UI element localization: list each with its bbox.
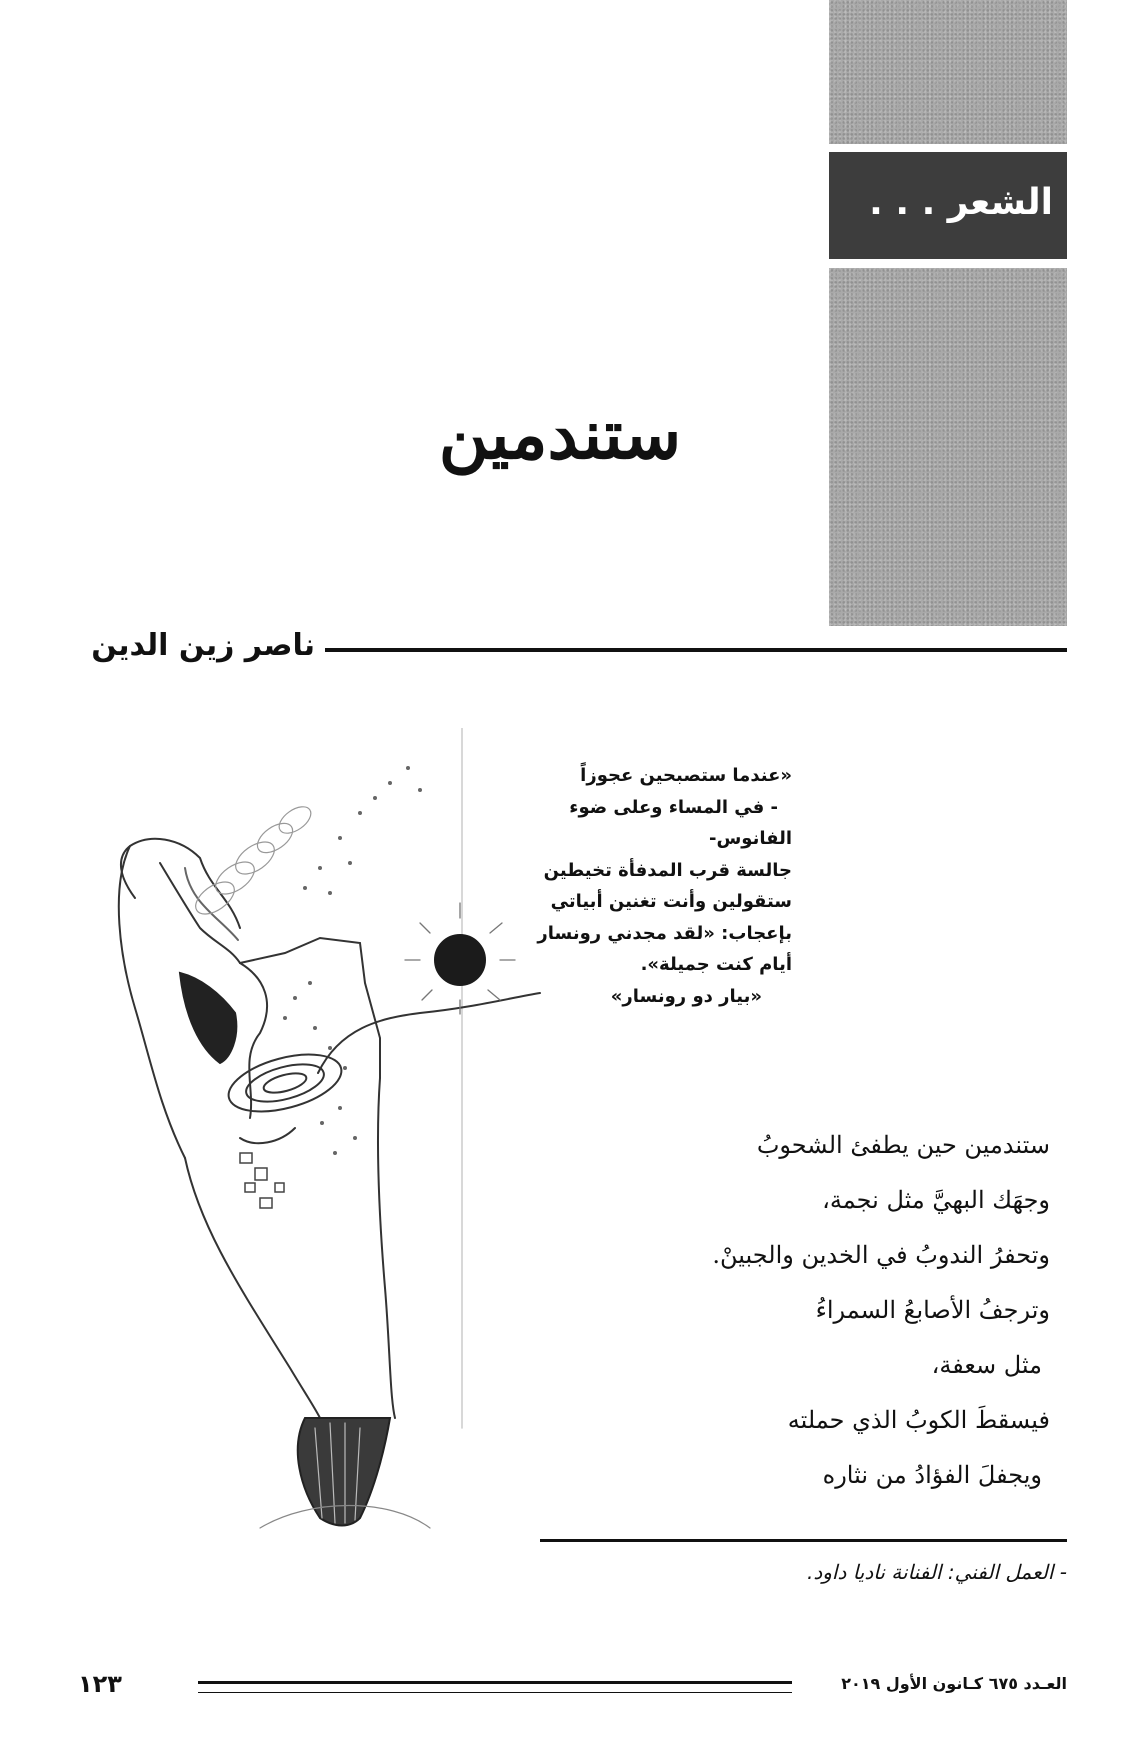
verse-line: مثل سعفة،	[931, 1351, 1042, 1379]
artwork-credit: - العمل الفني: الفنانة ناديا داود.	[806, 1560, 1067, 1584]
epigraph-line: الفانوس-	[709, 828, 792, 849]
epigraph	[480, 760, 792, 1012]
verse-line: وترجفُ الأصابعُ السمراءُ	[815, 1296, 1050, 1324]
epigraph-line: - في المساء وعلى ضوء	[569, 796, 778, 818]
epigraph-line: «عندما ستصبحين عجوزاً	[580, 765, 792, 786]
footer-rule	[198, 1681, 792, 1693]
verse-line: ستندمين حين يطفئ الشحوبُ	[756, 1131, 1050, 1159]
section-label: الشعر . . .	[869, 182, 1053, 223]
page-number: ١٢٣	[78, 1670, 122, 1698]
author-rule	[325, 648, 1067, 652]
epigraph-line: ستقولين وأنت تغنين أبياتي	[550, 891, 792, 912]
verse-line: وجهَك البهيَّ مثل نجمة،	[822, 1186, 1050, 1214]
section-band	[829, 152, 1067, 259]
decorative-gray-block-top	[829, 0, 1067, 144]
epigraph-line: بإعجاب: «لقد مجدني رونسار	[537, 922, 792, 944]
credit-rule	[540, 1539, 1067, 1542]
verse-line: ويجفلَ الفؤادُ من نثاره	[822, 1461, 1042, 1489]
verse-line: وتحفرُ الندوبُ في الخدين والجبينْ.	[712, 1241, 1050, 1269]
epigraph-line: جالسة قرب المدفأة تخيطين	[543, 859, 792, 881]
poem-verses	[640, 1118, 1050, 1503]
epigraph-attribution: «بيار دو رونسار»	[610, 985, 762, 1007]
author-name: ناصر زين الدين	[91, 628, 315, 663]
epigraph-line: أيام كنت جميلة».	[640, 954, 792, 975]
verse-line: فيسقطَ الكوبُ الذي حملته	[787, 1406, 1050, 1434]
issue-info: العـدد ٦٧٥ كـانون الأول ٢٠١٩	[841, 1674, 1067, 1693]
decorative-gray-block-bottom	[829, 268, 1067, 626]
poem-title: ستندمين	[438, 395, 682, 475]
